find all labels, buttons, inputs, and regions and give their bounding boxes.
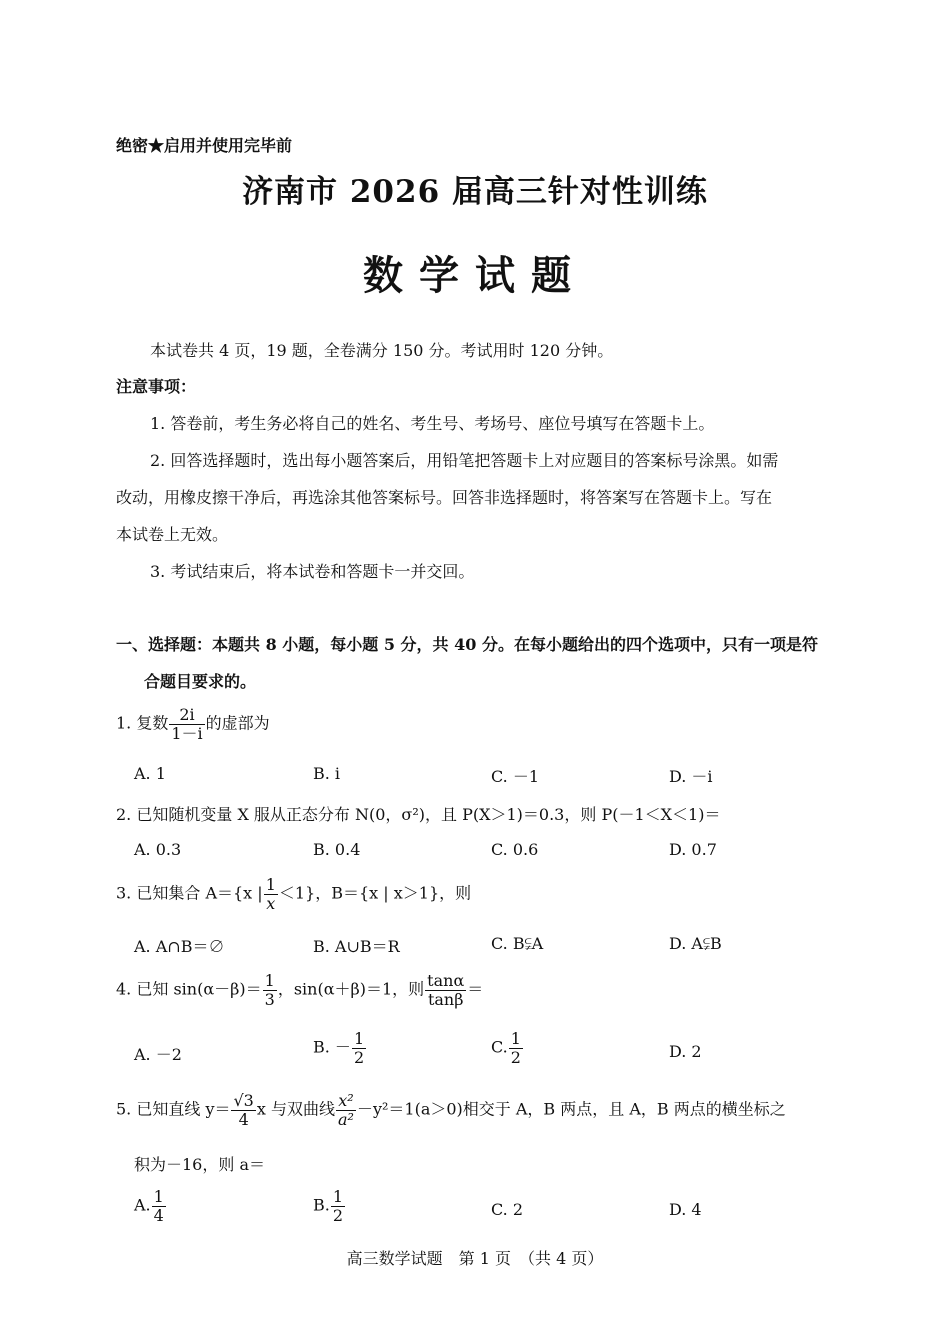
q5-optb-num: 1 bbox=[332, 1187, 344, 1206]
q3-option-b: B. A∪B＝R bbox=[313, 937, 400, 956]
q5-line-2: 积为－16，则 a＝ bbox=[134, 1155, 265, 1174]
q4-optc-den: 2 bbox=[510, 1047, 521, 1067]
q3-fraction bbox=[264, 876, 278, 912]
q5-option-b bbox=[313, 1188, 346, 1224]
q2-option-b: B. 0.4 bbox=[313, 840, 361, 859]
q3-frac-den: x bbox=[266, 893, 276, 913]
q4-frac2-num: tanα bbox=[427, 971, 465, 990]
q4-option-b bbox=[313, 1030, 367, 1066]
section-1-line-1: 一、选择题：本题共 8 小题，每小题 5 分，共 40 分。在每小题给出的四个选项中，只有一项是符 bbox=[116, 635, 818, 654]
q5-fraction-2 bbox=[336, 1092, 356, 1128]
q5-optb-fraction bbox=[331, 1188, 345, 1224]
q3-option-a: A. A∩B＝∅ bbox=[134, 937, 225, 956]
q5-option-a bbox=[134, 1188, 167, 1224]
q4-frac2-den: tanβ bbox=[427, 989, 464, 1009]
q4-optc-prefix: C. bbox=[491, 1037, 508, 1057]
q4-optb-den: 2 bbox=[353, 1047, 365, 1067]
q1-option-d: D. －i bbox=[669, 767, 713, 786]
question-2: 2. 已知随机变量 X 服从正态分布 N(0，σ²)，且 P(X＞1)＝0.3，则 P(－1＜X＜1)＝ bbox=[116, 805, 721, 824]
q5-option-c: C. 2 bbox=[491, 1200, 524, 1219]
question-3 bbox=[116, 876, 471, 912]
q5-middle-2: －y²＝1(a＞0)相交于 A，B 两点，且 A，B 两点的横坐标之 bbox=[356, 1099, 786, 1119]
q4-frac1-den: 3 bbox=[264, 989, 275, 1009]
q5-optb-den: 2 bbox=[332, 1205, 344, 1225]
question-4 bbox=[116, 972, 483, 1008]
q4-option-c bbox=[491, 1030, 524, 1066]
note-item-3: 3. 考试结束后，将本试卷和答题卡一并交回。 bbox=[150, 562, 475, 581]
q4-frac1-num: 1 bbox=[264, 971, 275, 990]
q5-frac2-den: a² bbox=[337, 1109, 354, 1129]
q4-option-d: D. 2 bbox=[669, 1042, 702, 1061]
q4-prefix: 4. 已知 sin(α－β)＝ bbox=[116, 979, 262, 999]
section-1-line-2: 合题目要求的。 bbox=[144, 672, 257, 691]
note-item-2-line-1: 2. 回答选择题时，选出每小题答案后，用铅笔把答题卡上对应题目的答案标号涂黑。如需 bbox=[150, 451, 779, 470]
page-footer: 高三数学试题 第 1 页 （共 4 页） bbox=[346, 1249, 604, 1268]
q2-option-c: C. 0.6 bbox=[491, 840, 539, 859]
q4-optc-num: 1 bbox=[510, 1029, 521, 1048]
q5-opta-prefix: A. bbox=[134, 1195, 151, 1215]
q4-optb-fraction bbox=[352, 1030, 366, 1066]
q4-fraction-2 bbox=[425, 972, 466, 1008]
q5-fraction-1 bbox=[231, 1092, 255, 1128]
q5-optb-prefix: B. bbox=[313, 1195, 330, 1215]
q5-prefix: 5. 已知直线 y＝ bbox=[116, 1099, 231, 1119]
q1-suffix: 的虚部为 bbox=[205, 713, 270, 733]
note-item-2-line-2: 改动，用橡皮擦干净后，再选涂其他答案标号。回答非选择题时，将答案写在答题卡上。写在 bbox=[116, 488, 773, 507]
notes-heading: 注意事项： bbox=[116, 377, 197, 396]
secret-label: 绝密★启用并使用完毕前 bbox=[116, 136, 293, 155]
q4-optc-fraction bbox=[509, 1030, 523, 1066]
q1-option-a: A. 1 bbox=[134, 764, 166, 783]
q4-optb-prefix: B. － bbox=[313, 1037, 351, 1057]
intro-text: 本试卷共 4 页，19 题，全卷满分 150 分。考试用时 120 分钟。 bbox=[150, 341, 614, 360]
q3-option-c: C. B⫋A bbox=[491, 934, 544, 953]
q5-frac2-num: x² bbox=[336, 1092, 356, 1111]
question-5 bbox=[116, 1092, 786, 1128]
q2-option-d: D. 0.7 bbox=[669, 840, 717, 859]
q5-opta-den: 4 bbox=[153, 1205, 164, 1225]
q1-prefix: 1. 复数 bbox=[116, 713, 169, 733]
note-item-2-line-3: 本试卷上无效。 bbox=[116, 525, 229, 544]
q4-middle: ，sin(α＋β)＝1，则 bbox=[277, 979, 425, 999]
question-1 bbox=[116, 706, 270, 742]
q5-middle-1: x 与双曲线 bbox=[256, 1099, 335, 1119]
q4-optb-num: 1 bbox=[353, 1029, 365, 1048]
q1-frac-den: 1－i bbox=[171, 723, 203, 743]
q1-frac-num: 2i bbox=[169, 706, 204, 725]
q3-frac-num: 1 bbox=[265, 875, 276, 894]
q5-frac1-num: √3 bbox=[233, 1091, 254, 1110]
q2-option-a: A. 0.3 bbox=[134, 840, 182, 859]
q4-fraction-1 bbox=[263, 972, 277, 1008]
q5-option-d: D. 4 bbox=[669, 1200, 702, 1219]
q3-prefix: 3. 已知集合 A＝{x | bbox=[116, 883, 263, 903]
q1-option-c: C. －1 bbox=[491, 767, 540, 786]
exam-title: 济南市 2026 届高三针对性训练 bbox=[242, 174, 708, 210]
note-item-1: 1. 答卷前，考生务必将自己的姓名、考生号、考场号、座位号填写在答题卡上。 bbox=[150, 414, 715, 433]
q4-suffix: ＝ bbox=[467, 979, 484, 999]
q1-option-b: B. i bbox=[313, 764, 341, 783]
q3-suffix: ＜1}，B＝{x | x＞1}，则 bbox=[278, 883, 472, 903]
q4-option-a: A. －2 bbox=[134, 1045, 182, 1064]
q1-fraction bbox=[169, 706, 204, 742]
q5-opta-fraction bbox=[152, 1188, 166, 1224]
q3-option-d: D. A⫋B bbox=[669, 934, 722, 953]
subject-title: 数学试题 bbox=[363, 252, 587, 299]
q5-frac1-den: 4 bbox=[238, 1109, 249, 1129]
q5-opta-num: 1 bbox=[153, 1187, 164, 1206]
